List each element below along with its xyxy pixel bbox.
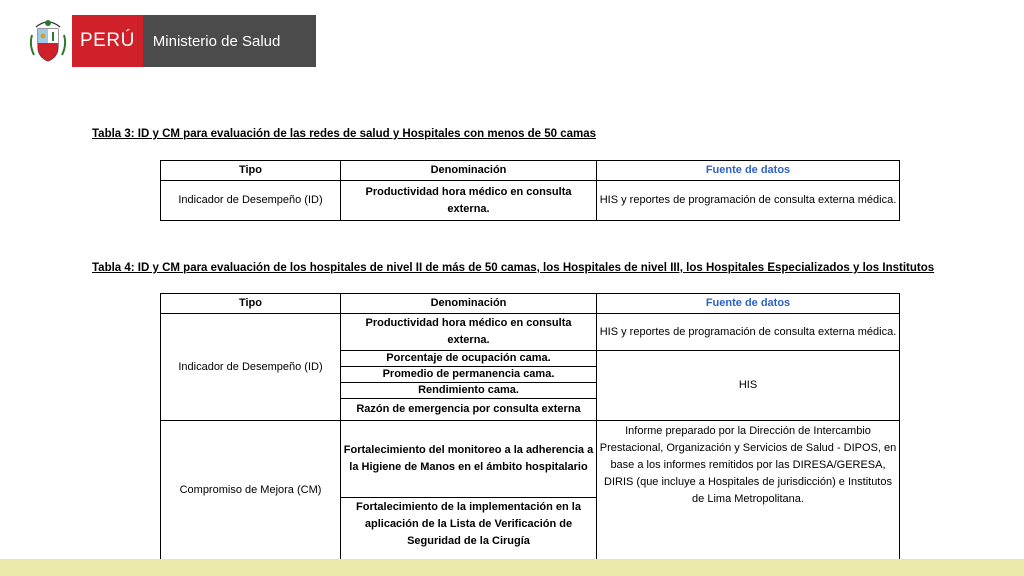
footer-band <box>0 559 1024 576</box>
table4-cm-denominacion-1: Fortalecimiento de la implementación en la aplicación de la Lista de Verificación de Seguridad de la Cirugía <box>341 498 597 560</box>
table4-cm-fuente-cell: Informe preparado por la Dirección de Intercambio Prestacional, Organización y Servicios de Salud - DIPOS, en base a los informes remitidos por las DIRESA/GERESA, DIRIS (que incluye a Hospitales de jurisdicción) e Institutos de Lima Metropolitana. <box>597 421 900 560</box>
table3-caption: Tabla 3: ID y CM para evaluación de las redes de salud y Hospitales con menos de 50 camas <box>92 128 597 140</box>
table4-id-fuente-rest: HIS <box>597 351 900 421</box>
table4-header-fuente: Fuente de datos <box>597 294 900 314</box>
table3-header-denominacion: Denominación <box>341 161 597 181</box>
table3-denominacion-cell: Productividad hora médico en consulta externa. <box>341 181 597 221</box>
table4-id-denominacion-3: Rendimiento cama. <box>341 383 597 399</box>
table4-id-fuente-first: HIS y reportes de programación de consulta externa médica. <box>597 314 900 351</box>
table4-id-denominacion-4: Razón de emergencia por consulta externa <box>341 399 597 421</box>
table3-fuente-cell: HIS y reportes de programación de consulta externa médica. <box>597 181 900 221</box>
table4-cm-denominacion-0: Fortalecimiento del monitoreo a la adherencia a la Higiene de Manos en el ámbito hospitalario <box>341 421 597 498</box>
table-row <box>161 421 900 498</box>
table-row <box>161 181 900 221</box>
table4-cm-tipo-cell: Compromiso de Mejora (CM) <box>161 421 341 560</box>
table4-id-denominacion-2: Promedio de permanencia cama. <box>341 367 597 383</box>
coat-of-arms-icon <box>28 15 68 67</box>
table4 <box>160 293 900 560</box>
table-row <box>161 314 900 351</box>
ministry-logo <box>28 15 316 67</box>
ministry-label: Ministerio de Salud <box>143 15 317 67</box>
table4-caption: Tabla 4: ID y CM para evaluación de los hospitales de nivel II de más de 50 camas, los Hospitales de nivel III, los Hospitales Especializados y los Institutos <box>92 262 935 274</box>
table4-id-tipo-cell: Indicador de Desempeño (ID) <box>161 314 341 421</box>
table4-header-denominacion: Denominación <box>341 294 597 314</box>
peru-label: PERÚ <box>72 15 143 67</box>
table4-header-tipo: Tipo <box>161 294 341 314</box>
table3-tipo-cell: Indicador de Desempeño (ID) <box>161 181 341 221</box>
table3 <box>160 160 900 221</box>
table4-id-denominacion-0: Productividad hora médico en consulta externa. <box>341 314 597 351</box>
table3-header-tipo: Tipo <box>161 161 341 181</box>
table4-id-denominacion-1: Porcentaje de ocupación cama. <box>341 351 597 367</box>
table3-header-fuente: Fuente de datos <box>597 161 900 181</box>
